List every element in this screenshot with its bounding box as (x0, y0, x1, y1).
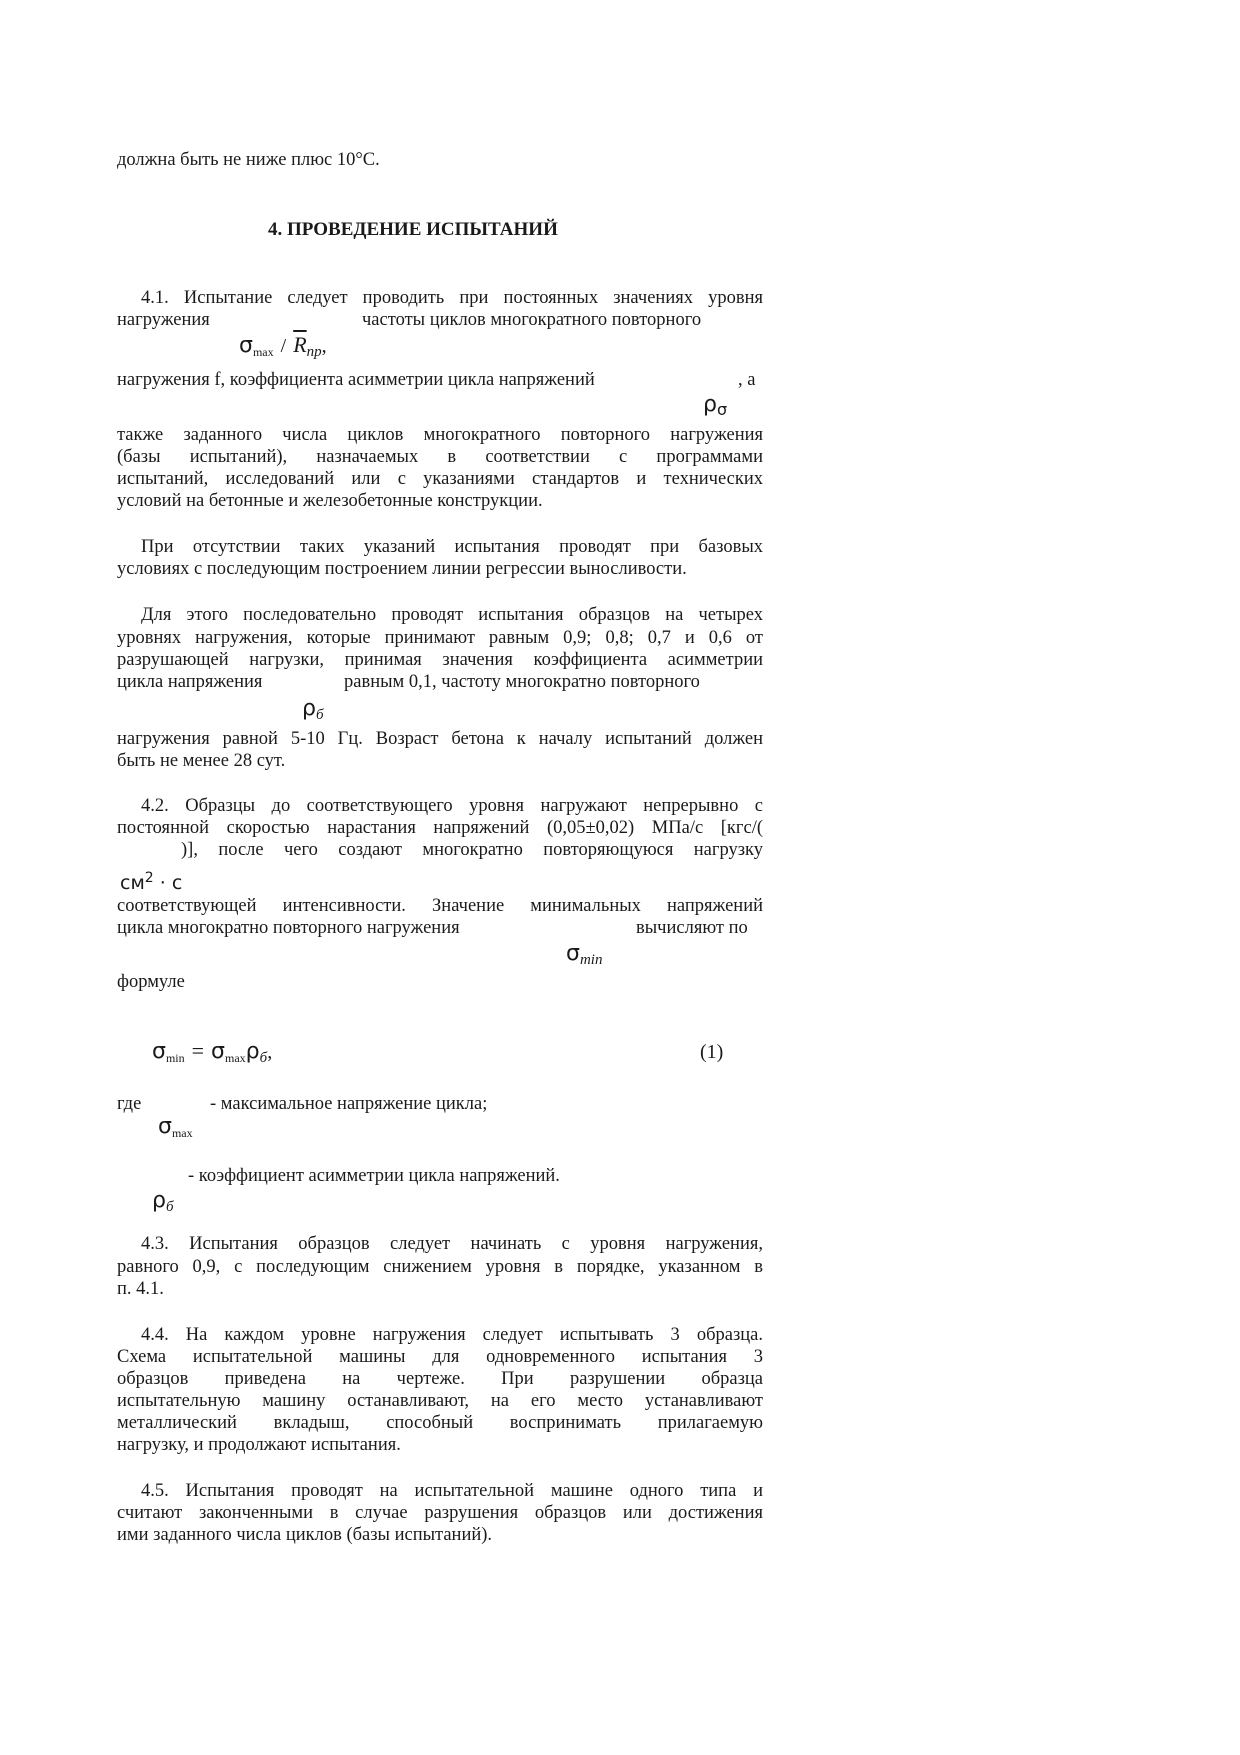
p-base-line-1: При отсутствии таких указаний испытания проводят при базовых (141, 537, 763, 557)
p44-line-2: Схема испытательной машины для одновременного испытания 3 (117, 1347, 763, 1367)
sigma-min-symbol: σmin (566, 941, 603, 968)
p42-line-4: соответствующей интенсивности. Значение минимальных напряжений (117, 896, 763, 916)
p41-line-5: (базы испытаний), назначаемых в соответствии с программами (117, 447, 763, 467)
p44-line-4: испытательную машину останавливают, на его место устанавливают (117, 1391, 763, 1411)
where-rho-b-symbol: ρб (152, 1188, 174, 1215)
p45-line-1: 4.5. Испытания проводят на испытательной машине одного типа и (141, 1481, 763, 1501)
p41-line-7: условий на бетонные и железобетонные конструкции. (117, 491, 543, 511)
p41-line-2a: нагружения (117, 310, 210, 330)
p-levels-line-5: нагружения равной 5-10 Гц. Возраст бетона к началу испытаний должен (117, 729, 763, 749)
p41-line-2b: частоты циклов многократного повторного (362, 310, 702, 330)
p44-line-1: 4.4. На каждом уровне нагружения следует испытывать 3 образца. (141, 1325, 763, 1345)
p43-line-3: п. 4.1. (117, 1279, 164, 1299)
p42-line-3: )], после чего создают многократно повторяющуюся нагрузку (181, 840, 763, 860)
section-title: 4. ПРОВЕДЕНИЕ ИСПЫТАНИЙ (268, 219, 558, 240)
p-levels-line-2: уровнях нагружения, которые принимают равным 0,9; 0,8; 0,7 и 0,6 от (117, 628, 763, 648)
p42-line-2: постоянной скоростью нарастания напряжений (0,05±0,02) МПа/с [кгс/( (117, 818, 763, 838)
p42-line-6: формуле (117, 972, 185, 992)
p42-line-5b: вычисляют по (636, 918, 748, 938)
equation-sigma-min: $\sigma_{min} = \sigma_{max}\rho б$, (152, 1038, 273, 1066)
p41-line-6: испытаний, исследований или с указаниями стандартов и технических (117, 469, 763, 489)
p-levels-line-1: Для этого последовательно проводят испытания образцов на четырех (141, 605, 763, 625)
p42-line-1: 4.2. Образцы до соответствующего уровня нагружают непрерывно с (141, 796, 763, 816)
top-line: должна быть не ниже плюс 10°С. (117, 150, 380, 170)
sigma-max-over-rnp-formula: $\sigma_{max} / \overline{R}пр$, (239, 332, 327, 360)
rho-sigma-symbol: ρσ (703, 392, 728, 419)
equation-number: (1) (700, 1041, 724, 1063)
p45-line-2: считают законченными в случае разрушения образцов или достижения (117, 1503, 763, 1523)
where-max-desc: - максимальное напряжение цикла; (210, 1094, 488, 1114)
where-sigma-max-symbol: $\sigma_{max}$ (158, 1114, 193, 1140)
where-label: где (117, 1094, 142, 1114)
p-base-line-2: условиях с последующим построением линии регрессии выносливости. (117, 559, 687, 579)
p42-line-5a: цикла многократно повторного нагружения (117, 918, 460, 938)
p-levels-line-4a: цикла напряжения (117, 672, 263, 692)
p45-line-3: ими заданного числа циклов (базы испытаний). (117, 1525, 493, 1545)
p44-line-5: металлический вкладыш, способный воспринимать прилагаемую (117, 1413, 763, 1433)
where-rho-desc: - коэффициент асимметрии цикла напряжений. (188, 1166, 560, 1186)
p41-line-3a: нагружения f, коэффициента асимметрии цикла напряжений (117, 370, 595, 390)
rho-b-symbol: ρб (302, 696, 324, 723)
p43-line-2: равного 0,9, с последующим снижением уровня в порядке, указанном в (117, 1257, 763, 1277)
p-levels-line-4b: равным 0,1, частоту многократно повторного (344, 672, 700, 692)
p41-line-4: также заданного числа циклов многократного повторного нагружения (117, 425, 763, 445)
p44-line-6: нагрузку, и продолжают испытания. (117, 1435, 401, 1455)
p41-line-1: 4.1. Испытание следует проводить при постоянных значениях уровня (141, 288, 763, 308)
p44-line-3: образцов приведена на чертеже. При разрушении образца (117, 1369, 763, 1389)
p-levels-line-3: разрушающей нагрузки, принимая значения коэффициента асимметрии (117, 650, 763, 670)
p43-line-1: 4.3. Испытания образцов следует начинать с уровня нагружения, (141, 1234, 763, 1254)
cm2-s-unit: $см^2 \cdot с$ (120, 870, 183, 894)
p-levels-line-6: быть не менее 28 сут. (117, 751, 286, 771)
p41-line-3b: , а (738, 370, 756, 390)
